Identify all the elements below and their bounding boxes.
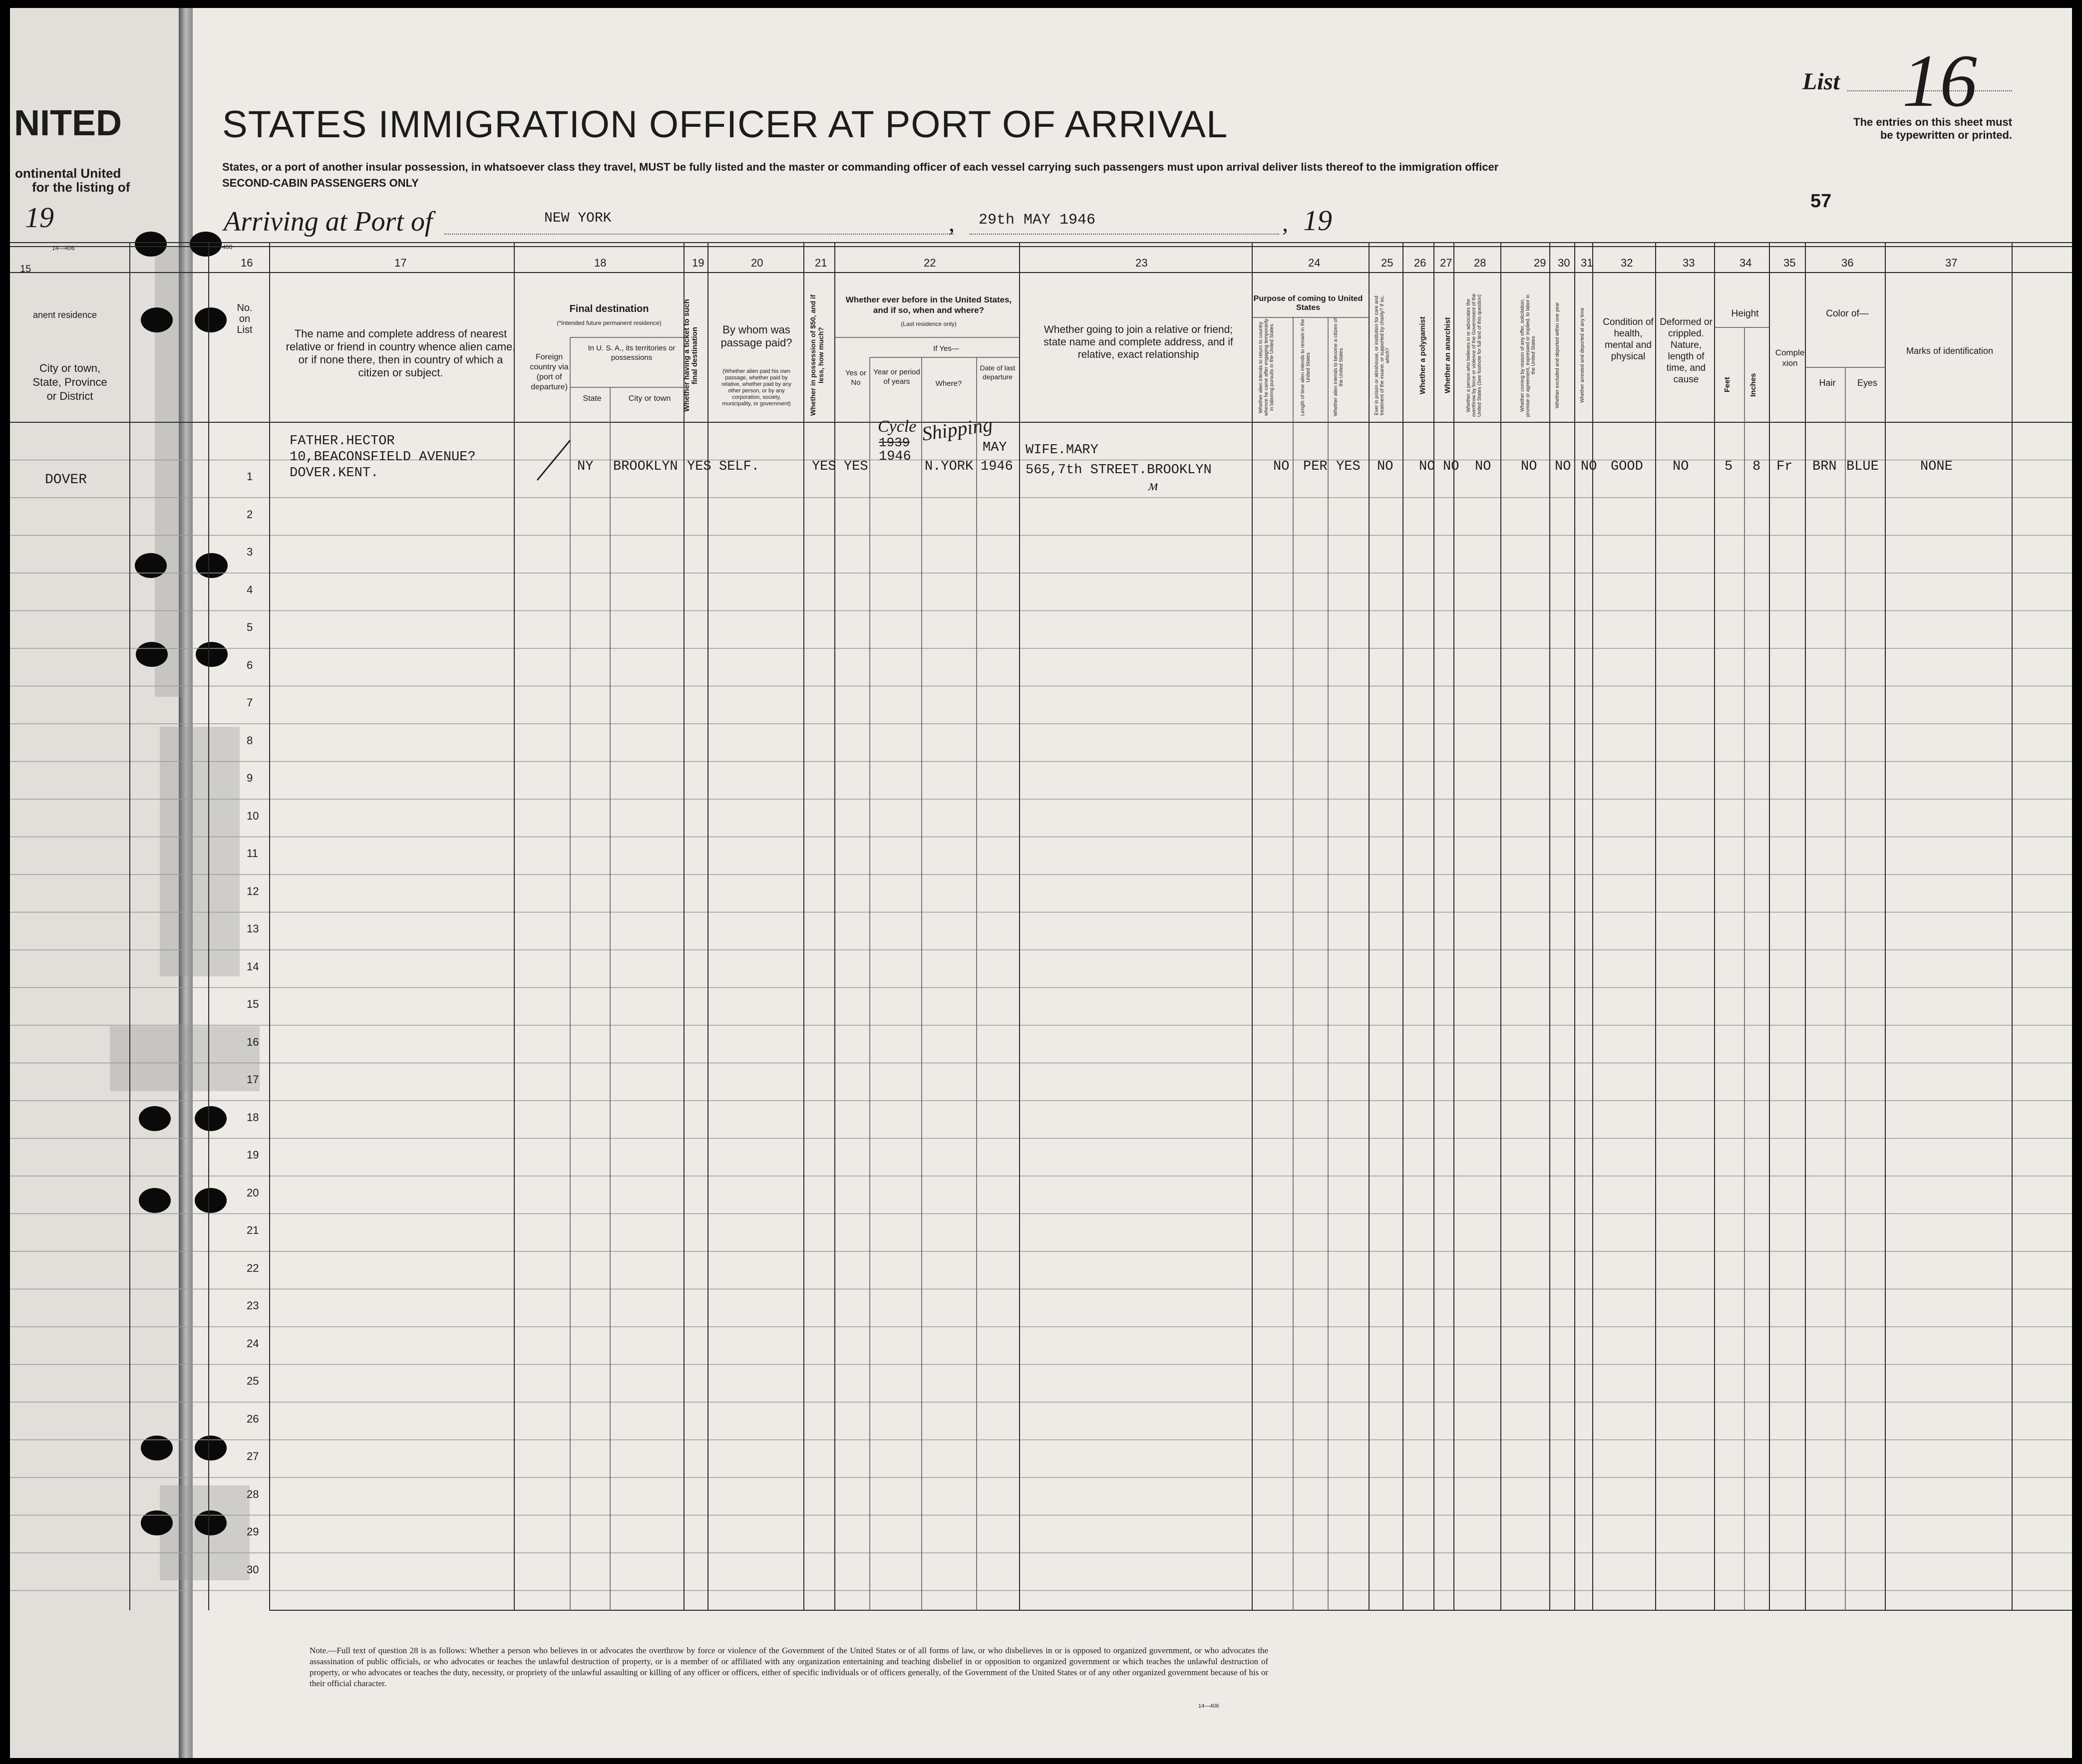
column-number: 17 [394, 257, 407, 269]
row1-before: YES [844, 459, 868, 474]
col15-title: anent residence [32, 310, 97, 320]
left-page-year: 19 [25, 201, 54, 234]
row1-excluded: NO [1555, 459, 1571, 474]
instruction-text: States, or a port of another insular possession, in whatsoever class they travel, MUST be fully listed and the master or commanding officer of each vessel carrying such passengers must upon arrival deliver lists thereof to the immigration officer [222, 161, 1499, 173]
row1-polygamist: NO [1419, 459, 1435, 474]
typewritten-note: The entries on this sheet must be typewritten or printed. [1853, 116, 2012, 141]
date-value: 29th MAY 1946 [979, 212, 1096, 229]
form-number-small: 14—406 [210, 244, 233, 251]
row-number: 30 [247, 1563, 259, 1576]
col22-if-yes: If Yes— [933, 344, 959, 353]
col22-where: Where? [935, 379, 962, 388]
row-number: 28 [247, 1487, 259, 1500]
row-number: 10 [247, 809, 259, 822]
row1-year-struck: 1939 [879, 435, 910, 450]
col27-header: Whether an anarchist [1443, 317, 1452, 394]
col37-header: Marks of identification [1906, 346, 1994, 356]
col18-foreign: Foreign country via (port of departure) [530, 353, 569, 391]
row-number: 8 [247, 734, 253, 747]
column-number: 18 [594, 257, 607, 269]
row-number: 25 [247, 1375, 259, 1387]
col23-header: Whether going to join a relative or friend; state name and complete address, and if relative, exact relationship [1043, 324, 1233, 360]
row1-health: GOOD [1611, 459, 1643, 474]
row1-year: 1946 [879, 449, 911, 464]
col22-year: Year or period of years [873, 368, 920, 386]
year-suffix: 19 [1303, 204, 1332, 237]
row1-relative: FATHER.HECTOR 10,BEACONSFIELD AVENUE? DOVER.KENT. [290, 434, 476, 481]
col22-title: Whether ever before in the United States, and if so, when and where? [845, 295, 1012, 315]
manifest-sheet [10, 8, 2072, 1758]
row-number: 9 [247, 772, 253, 784]
row1-date-month: MAY [983, 440, 1007, 455]
row1-money: YES [812, 459, 836, 474]
column-number: 20 [751, 257, 763, 269]
comma: , [949, 210, 955, 237]
column-number: 28 [1474, 257, 1486, 269]
row-number: 17 [247, 1073, 259, 1086]
row1-year-handwritten: Cycle [878, 417, 917, 436]
row1-handwritten-mark: м [1148, 477, 1158, 494]
row1-where: N.YORK [925, 459, 974, 474]
column-number: 30 [1558, 257, 1570, 269]
row-number: 22 [247, 1261, 259, 1274]
column-number: 33 [1683, 257, 1695, 269]
col26-header: Whether a polygamist [1418, 316, 1427, 394]
left-page-heading: NITED [14, 103, 122, 143]
row1-paid-by: SELF. [719, 459, 760, 474]
column-number: 29 [1534, 257, 1546, 269]
row1-prison: NO [1377, 459, 1393, 474]
row-number: 15 [247, 998, 259, 1010]
row-number: 12 [247, 884, 259, 897]
row-number: 20 [247, 1186, 259, 1199]
row1-feet: 5 [1725, 459, 1733, 474]
col25-header: Ever in prison or almshouse, or institution for care and treatment of the insane, or supported by charity? If so, which? [1374, 295, 1390, 415]
left-page-line: ontinental United [15, 166, 121, 181]
row-number: 7 [247, 696, 253, 709]
row1-eyes: BLUE [1846, 459, 1879, 474]
row1-citizen: YES [1336, 459, 1361, 474]
col20-subtitle: (Whether alien paid his own passage, whether paid by relative, whether paid by any other person, or by any corporation, society, municipality, or government) [721, 368, 792, 407]
row-number: 24 [247, 1337, 259, 1350]
row1-inches: 8 [1752, 459, 1761, 474]
column-number: 36 [1841, 257, 1854, 269]
list-label: List [1802, 68, 1840, 95]
col24-title: Purpose of coming to United States [1253, 294, 1363, 312]
col36-title: Color of— [1826, 308, 1869, 319]
col20-title: By whom was passage paid? [720, 323, 792, 349]
col22-subtitle: (Last residence only) [901, 320, 957, 327]
comma: , [1282, 210, 1288, 237]
row-number: 21 [247, 1224, 259, 1236]
col24-return: Whether alien intends to return to country whence he came after engaging temporarily in laboring pursuits in the United States [1258, 318, 1275, 416]
column-number: 24 [1308, 257, 1321, 269]
row1-ticket: YES [687, 459, 711, 474]
row-number: 11 [247, 847, 258, 860]
row1-hair: BRN [1812, 459, 1837, 474]
column-number: 16 [241, 257, 253, 269]
row-number: 16 [247, 1035, 259, 1048]
column-number: 25 [1381, 257, 1393, 269]
row-number: 19 [247, 1149, 259, 1161]
col24-length: Length of time alien intends to remain in the United States [1300, 319, 1311, 416]
column-number: 35 [1783, 257, 1796, 269]
col19-header: Whether having a ticket to such final destination [683, 299, 699, 412]
row1-city: BROOKLYN [613, 459, 678, 474]
port-value: NEW YORK [544, 211, 612, 226]
row-number: 23 [247, 1299, 259, 1312]
row1-overthrow: NO [1475, 459, 1491, 474]
page-number: 57 [1810, 191, 1832, 212]
col18-state: State [583, 394, 602, 403]
column-number: 31 [1581, 257, 1593, 269]
left-page-line: for the listing of [32, 180, 130, 195]
col24-citizen: Whether alien intends to become a citizen of the United States [1333, 318, 1344, 417]
row-number: 18 [247, 1111, 259, 1124]
row1-state: NY [577, 459, 594, 474]
row1-date-year: 1946 [981, 459, 1013, 474]
arriving-label: Arriving at Port of [224, 206, 433, 237]
column-number: 23 [1135, 257, 1148, 269]
class-line: SECOND-CABIN PASSENGERS ONLY [222, 177, 419, 189]
col22-yes-no: Yes or No [845, 369, 866, 387]
row-number: 13 [247, 922, 259, 935]
list-number: 16 [1902, 39, 1977, 122]
row1-deported: NO [1581, 459, 1597, 474]
col15-subtitle: City or town, State, Province or District [32, 362, 107, 402]
column-number: 19 [692, 257, 704, 269]
row-number: 27 [247, 1450, 259, 1463]
col28-header: Whether a person who believes in or advocates the overthrow by force or violence of the Government of the United States (See footnote for full text of this question) [1466, 294, 1482, 417]
col18-subtitle: (*Intended future permanent residence) [557, 319, 662, 326]
col36-hair: Hair [1819, 378, 1836, 388]
row1-join: WIFE.MARY 565,7th STREET.BROOKLYN [1026, 443, 1212, 478]
column-number: 34 [1739, 257, 1752, 269]
row1-marks: NONE [1920, 459, 1953, 474]
footnote: Note.—Full text of question 28 is as follows: Whether a person who believes in or advocates the overthrow by force or violence of the Government of the United States or of all forms of law, or who disbelieves in or is opposed to organized government, or who advocates the assassination of public officials, or who advocates or teaches the unlawful destruction of property, or is a member of or affiliated with any organization entertaining and teaching disbelief in or opposition to organized government or which teaches the unlawful destruction of property, or who advocates or teaches the duty, necessity, or propriety of the unlawful assaulting or killing of any officer or officers, either of specific individuals or of officers generally, of the Government of the United States or of any other organized government because of his or their official character. [310, 1646, 1268, 1688]
col35-header: Complexion [1775, 348, 1805, 368]
row1-deformed: NO [1673, 459, 1689, 474]
row1-anarchist: NO [1443, 459, 1459, 474]
col36-eyes: Eyes [1857, 378, 1878, 388]
page-title: STATES IMMIGRATION OFFICER AT PORT OF ARRIVAL [222, 103, 1228, 146]
col34-feet: Feet [1723, 377, 1732, 393]
col29-header: Whether coming by reason of any offer, solicitation, promise or agreement, expressed or implied, to labor in the United States [1520, 294, 1536, 417]
row-number: 26 [247, 1412, 259, 1425]
column-number: 32 [1621, 257, 1633, 269]
column-number: 22 [924, 257, 936, 269]
col34-title: Height [1731, 308, 1759, 319]
col17-header: The name and complete address of nearest relative or friend in country whence alien came, or if none there, then in country of which a citizen or subject. [286, 327, 516, 379]
column-number: 37 [1945, 257, 1958, 269]
row-number: 3 [247, 546, 253, 558]
row1-foreign-dash [534, 437, 574, 482]
table-grid [10, 8, 2072, 1758]
row1-where-handwritten: Shipping [920, 413, 994, 445]
row-number: 4 [247, 583, 253, 596]
row-number: 29 [247, 1525, 259, 1538]
row1-purpose-return: NO [1273, 459, 1290, 474]
col31-header: Whether arrested and deported at any time [1580, 307, 1585, 403]
footnote-form-number: 14—406 [1198, 1703, 1219, 1709]
col18-title: Final destination [569, 303, 649, 314]
residence-value: DOVER [45, 472, 87, 488]
col21-header: Whether in possession of $50, and if less, how much? [809, 294, 825, 416]
row-number: 1 [247, 470, 253, 483]
row1-complexion: Fr [1776, 459, 1793, 474]
col15-form-small: 14—406 [52, 245, 75, 252]
row-number: 6 [247, 658, 253, 671]
column-number: 21 [815, 257, 827, 269]
row-number: 2 [247, 508, 253, 521]
column-number: 26 [1414, 257, 1426, 269]
col16-header: No. on List [237, 302, 253, 335]
row-number: 14 [247, 960, 259, 973]
col34-inches: Inches [1749, 373, 1757, 397]
col18-usa: In U. S. A., its territories or possessions [588, 344, 676, 362]
row1-length: PER [1303, 459, 1328, 474]
row-number: 5 [247, 621, 253, 633]
row1-labor: NO [1521, 459, 1537, 474]
col33-header: Deformed or crippled. Nature, length of time, and cause [1660, 317, 1713, 385]
col22-date: Date of last departure [980, 364, 1016, 381]
col15-number: 15 [20, 264, 31, 275]
col32-header: Condition of health, mental and physical [1603, 317, 1654, 362]
col18-city: City or town [628, 394, 671, 403]
col30-header: Whether excluded and deported within one year [1555, 302, 1560, 409]
column-number: 27 [1440, 257, 1452, 269]
